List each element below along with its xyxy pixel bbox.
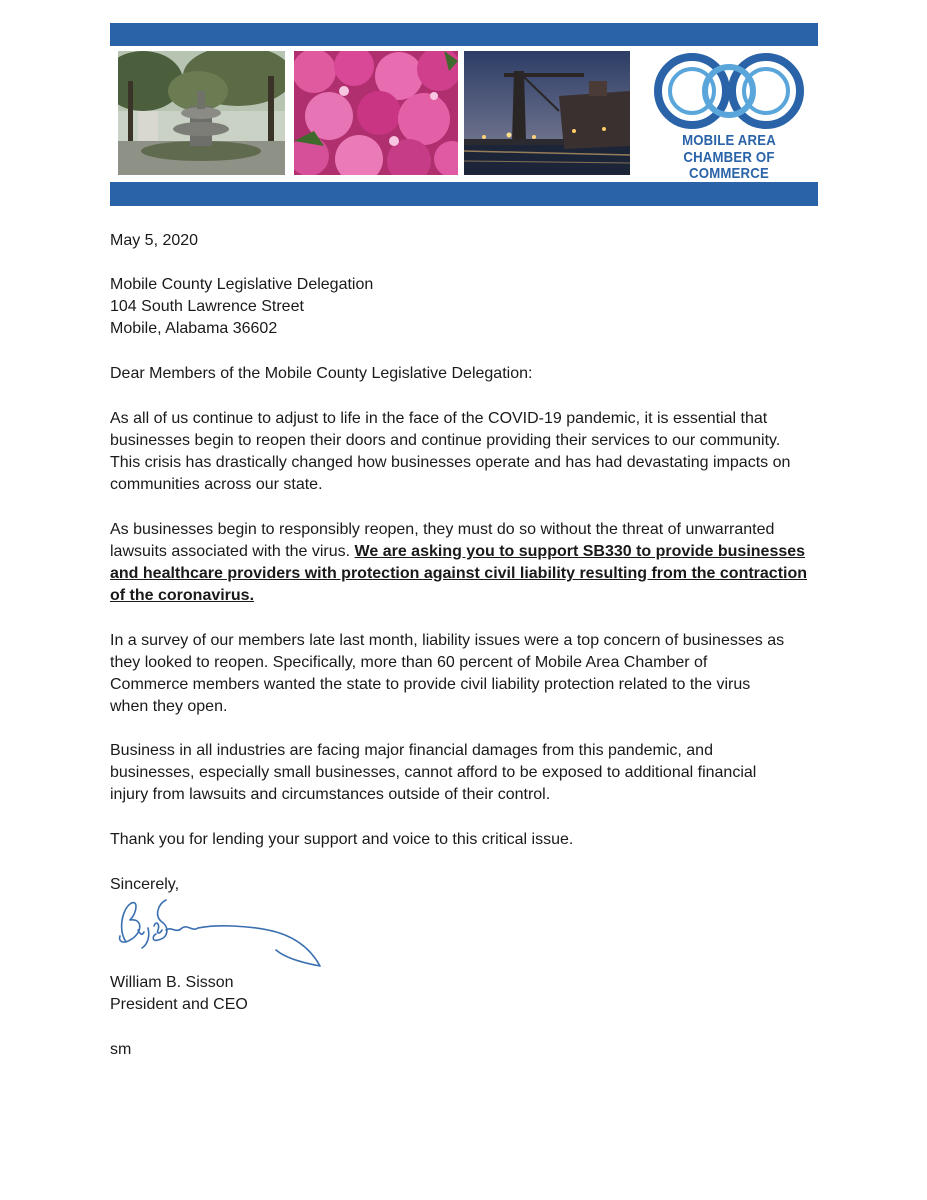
paragraph-line: As businesses begin to responsibly reopen, they must do so without the threat of unwarranted [110,521,775,538]
address-line: Mobile, Alabama 36602 [110,320,278,337]
chamber-logo [640,51,818,182]
paragraph-line: Commerce members wanted the state to provide civil liability protection related to the virus [110,676,751,693]
paragraph-line: In a survey of our members late last month, liability issues were a top concern of businesses as [110,632,785,649]
paragraph-3 [110,630,822,718]
paragraph-line: businesses, especially small businesses, cannot afford to be exposed to additional financial [110,764,757,781]
paragraph-line: Business in all industries are facing major financial damages from this pandemic, and [110,742,713,759]
paragraph-2 [110,519,822,607]
recipient-address [110,274,822,340]
letter-date: May 5, 2020 [110,232,199,249]
paragraph-1 [110,408,822,496]
emphasized-request: We are asking you to support SB330 to provide businesses [354,543,806,560]
paragraph-line: they looked to reopen. Specifically, more than 60 percent of Mobile Area Chamber of [110,654,708,671]
emphasized-request: of the coronavirus. [110,587,255,604]
azalea-flowers-photo [294,51,458,175]
paragraph-line: communities across our state. [110,476,323,493]
salutation: Dear Members of the Mobile County Legislative Delegation: [110,365,533,382]
park-fountain-photo [118,51,285,175]
paragraph-4 [110,740,822,806]
letterhead-bottom-band [110,182,818,206]
address-line: Mobile County Legislative Delegation [110,276,374,293]
thanks-line: Thank you for lending your support and voice to this critical issue. [110,831,574,848]
port-ship-crane-photo [464,51,630,175]
paragraph-text: lawsuits associated with the virus. [110,543,355,560]
typist-initials: sm [110,1041,132,1058]
handwritten-signature [108,890,328,972]
paragraph-line [110,541,822,563]
paragraph-line: This crisis has drastically changed how businesses operate and has had devastating impacts on [110,454,791,471]
letterhead-top-band [110,23,818,46]
org-name-line1: MOBILE AREA [682,132,776,149]
paragraph-line: when they open. [110,698,228,715]
paragraph-line: As all of us continue to adjust to life in the face of the COVID-19 pandemic, it is essential that [110,410,768,427]
closing: Sincerely, [110,876,180,893]
emphasized-request: and healthcare providers with protection against civil liability resulting from the contraction [110,565,808,582]
letterhead [110,23,818,206]
paragraph-line: businesses begin to reopen their doors and continue providing their services to our community. [110,432,781,449]
address-line: 104 South Lawrence Street [110,298,304,315]
paragraph-line: injury from lawsuits and circumstances outside of their control. [110,786,551,803]
signer-name: William B. Sisson [110,974,234,991]
signer-title: President and CEO [110,996,248,1013]
org-name-line2: CHAMBER OF COMMERCE [683,149,775,182]
chamber-rings-icon [640,51,818,131]
